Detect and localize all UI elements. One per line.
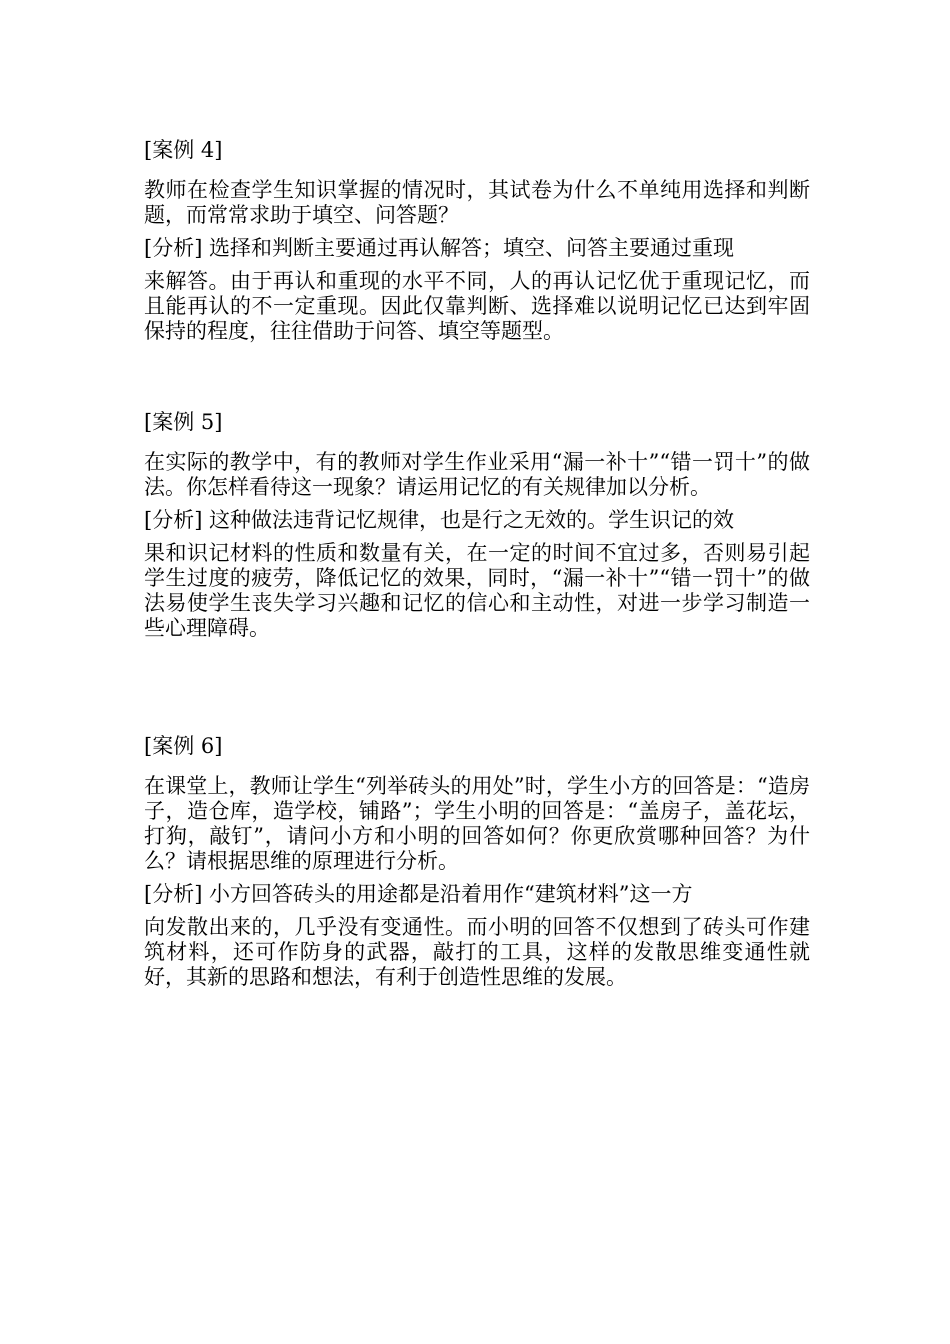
- case-4: [144, 136, 810, 344]
- case-question: 教师在检查学生知识掌握的情况时，其试卷为什么不单纯用选择和判断题，而常常求助于填空、问答题？: [144, 178, 810, 227]
- case-analysis-body: 果和识记材料的性质和数量有关，在一定的时间不宜过多，否则易引起学生过度的疲劳，降低记忆的效果，同时，“漏一补十”“错一罚十”的做法易使学生丧失学习兴趣和记忆的信心和主动性，对进一步学习制造一些心理障碍。: [144, 541, 810, 640]
- case-5: [144, 408, 810, 641]
- case-analysis-body: 来解答。由于再认和重现的水平不同，人的再认记忆优于重现记忆，而且能再认的不一定重现。因此仅靠判断、选择难以说明记忆已达到牢固保持的程度，往往借助于问答、填空等题型。: [144, 269, 810, 343]
- case-analysis-lead: [分析] 小方回答砖头的用途都是沿着用作“建筑材料”这一方: [144, 882, 693, 906]
- case-analysis-lead: [分析] 这种做法违背记忆规律，也是行之无效的。学生识记的效: [144, 508, 735, 532]
- case-question: 在课堂上，教师让学生“列举砖头的用处”时，学生小方的回答是：“造房子，造仓库，造学校，铺路”；学生小明的回答是：“盖房子，盖花坛，打狗，敲钉”，请问小方和小明的回答如何？你更欣赏哪种回答？为什么？请根据思维的原理进行分析。: [144, 774, 810, 873]
- case-analysis-lead: [分析] 选择和判断主要通过再认解答；填空、问答主要通过重现: [144, 236, 735, 260]
- case-title: [案例 6]: [144, 734, 223, 758]
- case-6: [144, 732, 810, 990]
- case-title: [案例 5]: [144, 410, 223, 434]
- case-question: 在实际的教学中，有的教师对学生作业采用“漏一补十”“错一罚十”的做法。你怎样看待这一现象？请运用记忆的有关规律加以分析。: [144, 450, 810, 499]
- case-title: [案例 4]: [144, 138, 223, 162]
- case-analysis-body: 向发散出来的，几乎没有变通性。而小明的回答不仅想到了砖头可作建筑材料，还可作防身的武器，敲打的工具，这样的发散思维变通性就好，其新的思路和想法，有利于创造性思维的发展。: [144, 915, 810, 989]
